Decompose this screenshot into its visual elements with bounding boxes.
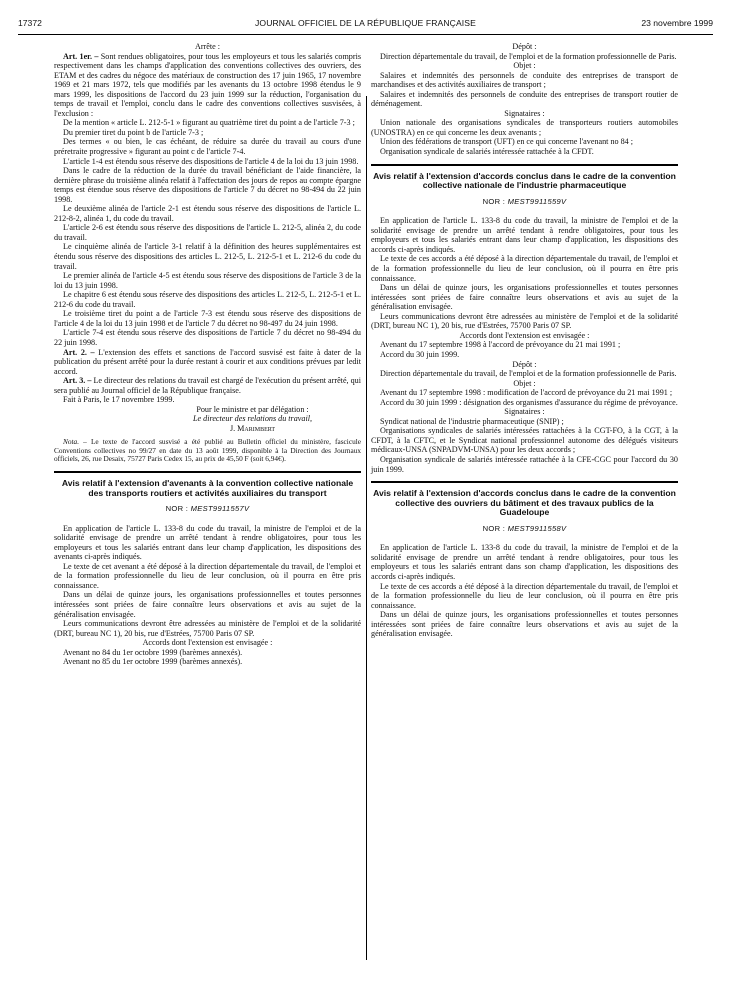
section-rule (371, 481, 678, 483)
subheading: Dépôt : (512, 42, 537, 51)
article-2-label: Art. 2. – (63, 347, 95, 357)
arrete-label: Arrête : (194, 42, 221, 51)
nor-label: NOR : (482, 523, 506, 533)
paragraph: Avenant du 17 septembre 1998 à l'accord de prévoyance du 21 mai 1991 ; (380, 340, 621, 350)
paragraph: L'article 2-6 est étendu sous réserve des dispositions de l'article L. 212-5, alinéa 2, du code du travail. (54, 223, 361, 242)
issue-date: 23 novembre 1999 (641, 18, 713, 28)
column-divider (366, 96, 367, 960)
paragraph: Le texte de cet avenant a été déposé à la direction départementale du travail, de l'emploi et de la formation professionnelle du lieu de leur conclusion, où il pourra en être pris connaissance. (54, 561, 361, 590)
paragraph: Union des fédérations de transport (UFT) en ce qui concerne l'avenant no 84 ; (380, 137, 634, 147)
nor-reference (54, 504, 361, 514)
avis-btp-guadeloupe-title: Avis relatif à l'extension d'accords conclus dans le cadre de la convention collective des ouvriers du bâtiment et des travaux publics de la Guadeloupe (373, 488, 676, 518)
signature-line-1: Pour le ministre et par délégation : (196, 404, 309, 414)
header-rule (18, 34, 713, 35)
paragraph: Le chapitre 6 est étendu sous réserve des dispositions des articles L. 212-5, L. 212-5-1 et L. 212-6 du code du travail. (54, 290, 361, 309)
paragraph: Dans le cadre de la réduction de la durée du travail bénéficiant de l'aide financière, la dernière phrase du troisième alinéa relatif à l'affectation des jours de repos au compte épargne temps est étendue sous réserve des dispositions de l'article 7 du décret no 98-494 du 22 juin 1998. (54, 166, 361, 204)
paragraph: Le premier alinéa de l'article 4-5 est étendu sous réserve des dispositions de l'article 3 de la loi du 13 juin 1998. (54, 271, 361, 290)
section-rule (371, 164, 678, 166)
avis-transports-title: Avis relatif à l'extension d'avenants à la convention collective nationale des transports routiers et activités auxiliaires du transport (61, 477, 354, 498)
page-header (18, 18, 713, 34)
nota-label: Nota. – (63, 437, 87, 447)
subheading: Accords dont l'extension est envisagée : (142, 638, 273, 648)
nor-reference (371, 197, 678, 207)
avis-pharma-title: Avis relatif à l'extension d'accords conclus dans le cadre de la convention collective nationale de l'industrie pharmaceutique (373, 170, 676, 191)
nor-label: NOR : (165, 504, 189, 514)
paragraph: Avenant du 17 septembre 1998 : modification de l'accord de prévoyance du 21 mai 1991 ; (380, 388, 673, 398)
article-3-label: Art. 3. – (63, 376, 92, 386)
left-column (54, 42, 361, 667)
article-2-text: L'extension des effets et sanctions de l'accord susvisé est faite à dater de la publication du présent arrêté pour la durée restant à courir et aux conditions prévues par ledit accord. (54, 347, 361, 376)
paragraph: Dans un délai de quinze jours, les organisations professionnelles et toutes personnes intéressées sont priées de faire connaître leurs observations et avis au sujet de la généralisation envisagée. (371, 610, 678, 639)
paragraph: Syndicat national de l'industrie pharmaceutique (SNIP) ; (380, 416, 564, 426)
section-rule (54, 471, 361, 473)
paragraph: Avenant no 84 du 1er octobre 1999 (barèmes annexés). (63, 647, 243, 657)
paragraph: L'article 7-4 est étendu sous réserve des dispositions de l'article 7 du décret no 98-494 du 22 juin 1998. (54, 328, 361, 347)
article-3-text: Le directeur des relations du travail est chargé de l'exécution du présent arrêté, qui sera publié au Journal officiel de la République française. (54, 376, 361, 395)
paragraph: Avenant no 85 du 1er octobre 1999 (barèmes annexés). (63, 657, 243, 667)
paragraph: Dans un délai de quinze jours, les organisations professionnelles et toutes personnes intéressées sont priées de faire connaître leurs observations et avis au sujet de la généralisation envisagée. (371, 283, 678, 312)
paragraph: Le cinquième alinéa de l'article 3-1 relatif à la définition des heures supplémentaires est étendu sous réserve des dispositions des articles L. 212-5, L. 212-5-1 et L. 212-6 du code du travail. (54, 242, 361, 271)
article-1-label: Art. 1er. – (63, 51, 99, 61)
article-1-text: Sont rendues obligatoires, pour tous les employeurs et tous les salariés compris respectivement dans les champs d'application des conventions collectives des ouvriers, des ETAM et des cadres du négoce des matériaux de construction des 17 juin 1965, 17 novembre 1969 et 21 mars 1972, tels que modifiés par les avenants du 13 octobre 1998 étendus le 9 mars 1999, les dispositions de l'accord du 23 juin 1999 sur la réduction, l'organisation du temps de travail et l'emploi, conclu dans le cadre des conventions collectives susvisées, à l'exclusion : (54, 51, 361, 118)
signature-line-2: Le directeur des relations du travail, (192, 414, 312, 424)
nota-text: Le texte de l'accord susvisé a été publié au Bulletin officiel du ministère, fascicule Conventions collectives no 99/27 en date du 13 août 1999, disponible à la Direction des Journaux officiels, 26, rue Desaix, 75727 Paris Cedex 15, au prix de 45,50 F (soit 6,94€). (54, 437, 361, 464)
paragraph: Direction départementale du travail, de l'emploi et de la formation professionnelle de Paris. (380, 51, 677, 61)
paragraph: Leurs communications devront être adressées au ministère de l'emploi et de la solidarité (DRT, bureau NC 1), 20 bis, rue d'Estrées, 75700 Paris 07 SP. (371, 311, 678, 331)
paragraph: Organisation syndicale de salariés intéressée rattachée à la CFDT. (380, 147, 594, 157)
subheading: Objet : (513, 61, 536, 71)
signature-name: J. Marimbert (229, 423, 276, 433)
article-3 (54, 376, 361, 395)
paragraph: Union nationale des organisations syndicales de transporteurs routiers automobiles (UNOSTRA) en ce qui concerne les deux avenants ; (371, 118, 678, 137)
paragraph: Salaires et indemnités des personnels de conduite des entreprises de transport routier de déménagement. (371, 89, 678, 109)
paragraph: Organisations syndicales de salariés intéressées rattachées à la CGT-FO, à la CGT, à la CFDT, à la CFTC, et le Syndicat national professionnel autonome des délégués visiteurs médicaux-UNSA (SNPADVM-UNSA) pour les deux accords ; (371, 426, 678, 455)
subheading: Accords dont l'extension est envisagée : (459, 330, 590, 340)
right-column (371, 42, 678, 639)
subheading: Objet : (513, 378, 536, 388)
subheading: Dépôt : (512, 359, 537, 369)
paragraph: Des termes « ou bien, le cas échéant, de réduire sa durée du travail au cours d'une préretraite progressive » figurant au point c de l'article 7-4. (54, 137, 361, 157)
nor-code: MEST9911558V (507, 523, 567, 533)
paragraph: Salaires et indemnités des personnels de conduite des entreprises de transport de marchandises et des activités auxiliaires de transport ; (371, 70, 678, 90)
paragraph: Dans un délai de quinze jours, les organisations professionnelles et toutes personnes intéressées sont priées de faire connaître leurs observations et avis au sujet de la généralisation envisagée. (54, 590, 361, 619)
nor-code: MEST9911557V (190, 504, 250, 514)
paragraph: De la mention « article L. 212-5-1 » figurant au quatrième tiret du point a de l'article 7-3 ; (63, 118, 355, 128)
paragraph: Direction départementale du travail, de l'emploi et de la formation professionnelle de Paris. (380, 369, 677, 379)
paragraph: Organisation syndicale de salariés intéressée rattachée à la CFE-CGC pour l'accord du 30 juin 1999. (371, 454, 678, 474)
paragraph: Le troisième tiret du point a de l'article 7-3 est étendu sous réserve des dispositions de l'article 4 de la loi du 13 juin 1998 et de l'article 7 du décret no 98-497 du 24 juin 1998. (54, 309, 361, 328)
paragraph: Accord du 30 juin 1999 : désignation des organismes d'assurance du régime de prévoyance. (380, 397, 678, 407)
paragraph: Accord du 30 juin 1999. (380, 349, 460, 359)
page-number: 17372 (18, 18, 42, 28)
paragraph: En application de l'article L. 133-8 du code du travail, la ministre de l'emploi et de la solidarité envisage de prendre un arrêté tendant à rendre obligatoires, pour tous les employeurs et tous les salariés entrant dans leur champ d'application, les dispositions des avenants ci-après indiqués. (54, 523, 361, 562)
article-2 (54, 348, 361, 377)
nor-reference (371, 524, 678, 534)
subheading: Signataires : (504, 108, 545, 118)
paragraph: Le deuxième alinéa de l'article 2-1 est étendu sous réserve des dispositions de l'article L. 212-8-2, alinéa 1, du code du travail. (54, 204, 361, 223)
nor-code: MEST9911559V (507, 196, 567, 206)
nota (54, 438, 361, 464)
paragraph: Du premier tiret du point b de l'article 7-3 ; (63, 127, 204, 137)
paragraph: En application de l'article L. 133-8 du code du travail, la ministre de l'emploi et de la solidarité envisage de prendre un arrêté tendant à rendre obligatoires, pour tous les employeurs et tous les salariés entrant dans son champ d'application, les dispositions des accords ci-après indiqués. (371, 543, 678, 582)
paragraph: L'article 1-4 est étendu sous réserve des dispositions de l'article 4 de la loi du 13 juin 1998. (63, 156, 359, 166)
paragraph: Leurs communications devront être adressées au ministère de l'emploi et de la solidarité (DRT, bureau NC 1), 20 bis, rue d'Estrées, 75700 Paris 07 SP. (54, 619, 361, 638)
journal-title: JOURNAL OFFICIEL DE LA RÉPUBLIQUE FRANÇAISE (255, 18, 476, 28)
nor-label: NOR : (482, 196, 506, 206)
paragraph: Le texte de ces accords a été déposé à la direction départementale du travail, de l'emploi et de la formation professionnelle du lieu de leur conclusion, où il pourra en être pris connaissance. (371, 254, 678, 283)
article-1 (54, 52, 361, 119)
paragraph: Le texte de ces accords a été déposé à la direction départementale du travail, de l'emploi et de la formation professionnelle du lieu de leur conclusion, où il pourra en être pris connaissance. (371, 581, 678, 610)
paragraph: En application de l'article L. 133-8 du code du travail, la ministre de l'emploi et de la solidarité envisage de prendre un arrêté tendant à rendre obligatoires, pour tous les employeurs et tous les salariés entrant dans leur champ d'application, les dispositions des accords ci-après indiqués. (371, 216, 678, 254)
signature-date: Fait à Paris, le 17 novembre 1999. (63, 395, 175, 405)
subheading: Signataires : (504, 407, 545, 417)
